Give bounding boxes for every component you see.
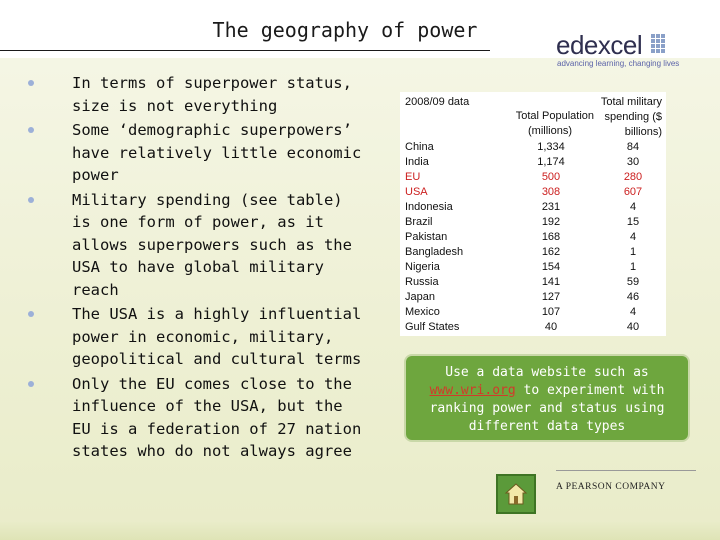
info-text-after: to experiment with ranking power and status using different data types [429,383,665,434]
footer-band [0,522,720,540]
country-cell: India [405,156,429,168]
table-row [405,260,663,275]
logo-wordmark: edexcel [556,30,643,60]
military-cell: 40 [626,321,640,333]
column-header-population-unit: (millions) [528,125,572,137]
bullet-item [26,303,366,371]
table-row [405,155,663,170]
table-row [405,215,663,230]
population-cell: 1,334 [537,141,565,153]
military-cell: 4 [629,201,637,213]
country-cell: China [405,141,434,153]
military-cell: 1 [629,261,637,273]
country-cell: Bangladesh [405,246,464,258]
bullet-text: Some ‘demographic superpowers’ have relatively little economic power [72,121,362,184]
table-year-label: 2008/09 data [405,96,470,108]
country-cell: Nigeria [405,261,440,273]
table-row [405,320,663,335]
bullet-dot-icon [28,127,34,133]
country-cell: EU [405,171,421,183]
country-cell: Japan [405,291,435,303]
population-cell: 141 [541,276,561,288]
population-cell: 162 [541,246,561,258]
table-row [405,170,663,185]
military-cell: 46 [626,291,640,303]
population-cell: 192 [541,216,561,228]
country-cell: Mexico [405,306,440,318]
country-cell: Gulf States [405,321,460,333]
population-cell: 127 [541,291,561,303]
military-cell: 30 [626,156,640,168]
home-icon [503,481,529,507]
table-row [405,290,663,305]
info-text [414,364,680,436]
military-cell: 15 [626,216,640,228]
bullet-text: The USA is a highly influential power in economic, military, geopolitical and cultural terms [72,305,362,368]
bullet-dot-icon [28,381,34,387]
page-title: The geography of power [212,18,478,42]
publisher-divider [556,470,696,471]
population-cell: 107 [541,306,561,318]
country-cell: Russia [405,276,439,288]
logo-tagline: advancing learning, changing lives [557,59,680,68]
country-cell: USA [405,186,428,198]
table-row [405,305,663,320]
bullet-item [26,373,366,463]
info-callout [404,354,690,442]
military-cell: 59 [626,276,640,288]
bullet-item [26,72,366,117]
table-row [405,245,663,260]
table-row [405,275,663,290]
population-cell: 500 [541,171,561,183]
title-underline [0,50,490,51]
bullet-item [26,189,366,302]
bullet-item [26,119,366,187]
column-header-population: Total Population [515,110,594,122]
bullet-list [26,72,366,465]
bullet-dot-icon [28,311,34,317]
population-cell: 231 [541,201,561,213]
bullet-text: Only the EU comes close to the influence of the USA, but the EU is a federation of 27 nation states who do not always agree [72,374,362,460]
info-text-before: Use a data website such as [445,365,649,380]
wri-link[interactable]: www.wri.org [429,383,516,398]
logo-grid-icon [651,34,669,56]
military-cell: 280 [623,171,643,183]
population-cell: 168 [541,231,561,243]
table-row [405,200,663,215]
country-cell: Brazil [405,216,433,228]
population-cell: 154 [541,261,561,273]
bullet-dot-icon [28,197,34,203]
table-body [405,140,663,335]
country-cell: Indonesia [405,201,453,213]
bullet-dot-icon [28,80,34,86]
publisher-label: A PEARSON COMPANY [556,482,666,492]
military-cell: 607 [623,186,643,198]
table-row [405,185,663,200]
table-row [405,230,663,245]
home-button[interactable] [496,474,536,514]
bullet-text: In terms of superpower status, size is not everything [72,74,352,115]
population-cell: 1,174 [537,156,565,168]
population-cell: 308 [541,186,561,198]
table-row [405,140,663,155]
military-cell: 84 [626,141,640,153]
power-data-table [400,92,666,336]
military-cell: 4 [629,231,637,243]
military-cell: 1 [629,246,637,258]
edexcel-logo [556,30,716,70]
military-cell: 4 [629,306,637,318]
population-cell: 40 [544,321,558,333]
country-cell: Pakistan [405,231,448,243]
column-header-military: Total military spending ($ billions) [600,96,662,138]
bullet-text: Military spending (see table) is one form of power, as it allows superpowers such as the USA to have global military reach [72,190,352,299]
